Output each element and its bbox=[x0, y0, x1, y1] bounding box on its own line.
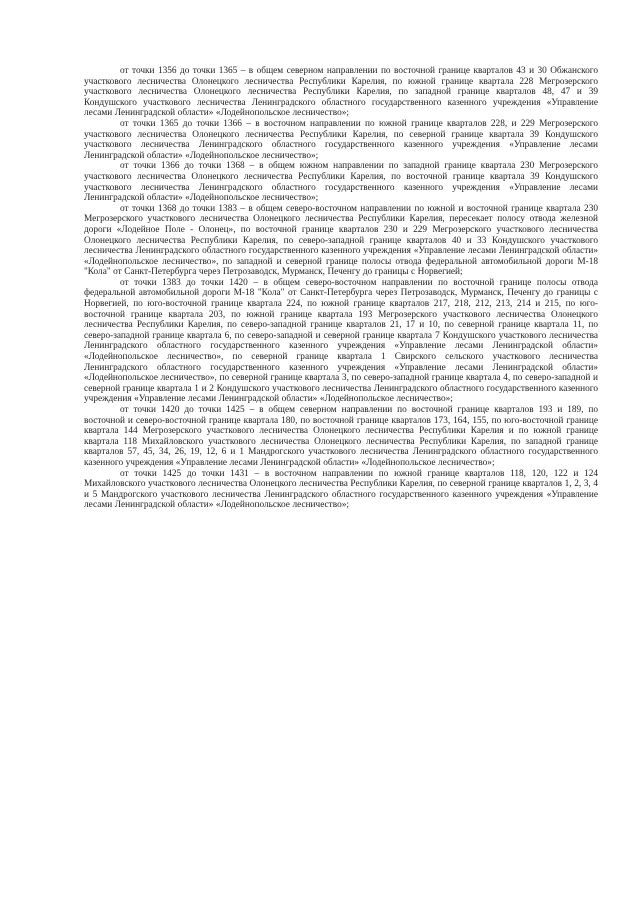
document-body bbox=[84, 66, 598, 511]
paragraph-5: от точки 1383 до точки 1420 – в общем северо-восточном направлении по восточной границе полосы отвода федеральной автомобильной дороги М-18 "Кола" от Санкт-Петербурга через Петрозаводск, Мурманск, Печенгу до границы с Норвегией, по юго-восточной границе квартала 224, по южной границе кварталов 217, 218, 212, 213, 214 и 215, по юго-восточной границе квартала 203, по южной границе квартала 193 Мегрозерского участкового лесничества Олонецкого лесничества Республики Карелия, по северо-западной границе кварталов 21, 17 и 10, по северной границе квартала 11, по северо-западной границе квартала 6, по северо-западной и северной границе квартала 7 Кондушского участкового лесничества Ленинградского областного государственного казенного учреждения «Управление лесами Ленинградской области» «Лодейнопольское лесничество», по северной границе квартала 1 Свирского сельского участкового лесничества Ленинградского областного государственного казенного учреждения «Управление лесами Ленинградской области» «Лодейнопольское лесничество», по северной границе квартала 3, по северо-западной границе квартала 4, по северо-западной и северной границе квартала 1 и 2 Кондушского участкового лесничества Ленинградского областного государственного казенного учреждения «Управление лесами Ленинградской области» «Лодейнопольское лесничество»; bbox=[84, 277, 598, 405]
paragraph-4: от точки 1368 до точки 1383 – в общем северо-восточном направлении по южной и восточной границе квартала 230 Мегрозерского участкового лесничества Олонецкого лесничества Республики Карелия, пересекает полосу отвода железной дороги «Лодейное Поле - Олонец», по восточной границе кварталов 230 и 229 Мегрозерского участкового лесничества Олонецкого лесничества Республики Карелия, по северо-западной границе кварталов 40 и 33 Кондушского участкового лесничества Ленинградского областного государственного казенного учреждения «Управление лесами Ленинградской области» «Лодейнопольское лесничество», по западной и северной границе полосы отвода федеральной автомобильной дороги М-18 "Кола" от Санкт-Петербурга через Петрозаводск, Мурманск, Печенгу до границы с Норвегией; bbox=[84, 203, 598, 278]
paragraph-2: от точки 1365 до точки 1366 – в восточном направлении по южной границе кварталов 228, и 229 Мегрозерского участкового лесничества Олонецкого лесничества Республики Карелия, по северной границе квартала 39 Кондушского участкового лесничества Ленинградского областного государственного казенного учреждения «Управление лесами Ленинградской области» «Лодейнопольское лесничество»; bbox=[84, 118, 598, 161]
paragraph-3: от точки 1366 до точки 1368 – в общем южном направлении по западной границе квартала 230 Мегрозерского участкового лесничества Олонецкого лесничества Республики Карелия, по восточной границе квартала 39 Кондушского участкового лесничества Ленинградского областного государственного казенного учреждения «Управление лесами Ленинградской области» «Лодейнопольское лесничество»; bbox=[84, 161, 598, 204]
paragraph-6: от точки 1420 до точки 1425 – в общем северном направлении по восточной границе кварталов 193 и 189, по восточной и северо-восточной границе квартала 180, по восточной границе кварталов 173, 164, 155, по юго-восточной границе квартала 144 Мегрозерского участкового лесничества Олонецкого лесничества Республики Карелия и по южной границе квартала 118 Михайловского участкового лесничества Олонецкого лесничества Республики Карелия, по западной границе кварталов 57, 45, 34, 26, 19, 12, 6 и 1 Мандрогского участкового лесничества Ленинградского областного государственного казенного учреждения «Управление лесами Ленинградской области» «Лодейнопольское лесничество»; bbox=[84, 405, 598, 468]
paragraph-1: от точки 1356 до точки 1365 – в общем северном направлении по восточной границе кварталов 43 и 30 Обжанского участкового лесничества Олонецкого лесничества Республики Карелия, по южной границе квартала 228 Мегрозерского участкового лесничества Олонецкого лесничества Республики Карелия, по западной границе кварталов 48, 47 и 39 Кондушского участкового лесничества Ленинградского областного государственного казенного учреждения «Управление лесами Ленинградской области» «Лодейнопольское лесничество»; bbox=[84, 66, 598, 119]
paragraph-7: от точки 1425 до точки 1431 – в восточном направлении по южной границе кварталов 118, 120, 122 и 124 Михайловского участкового лесничества Олонецкого лесничества Республики Карелия, по северной границе кварталов 1, 2, 3, 4 и 5 Мандрогского участкового лесничества Ленинградского областного государственного казенного учреждения «Управление лесами Ленинградской области» «Лодейнопольское лесничество»; bbox=[84, 468, 598, 511]
